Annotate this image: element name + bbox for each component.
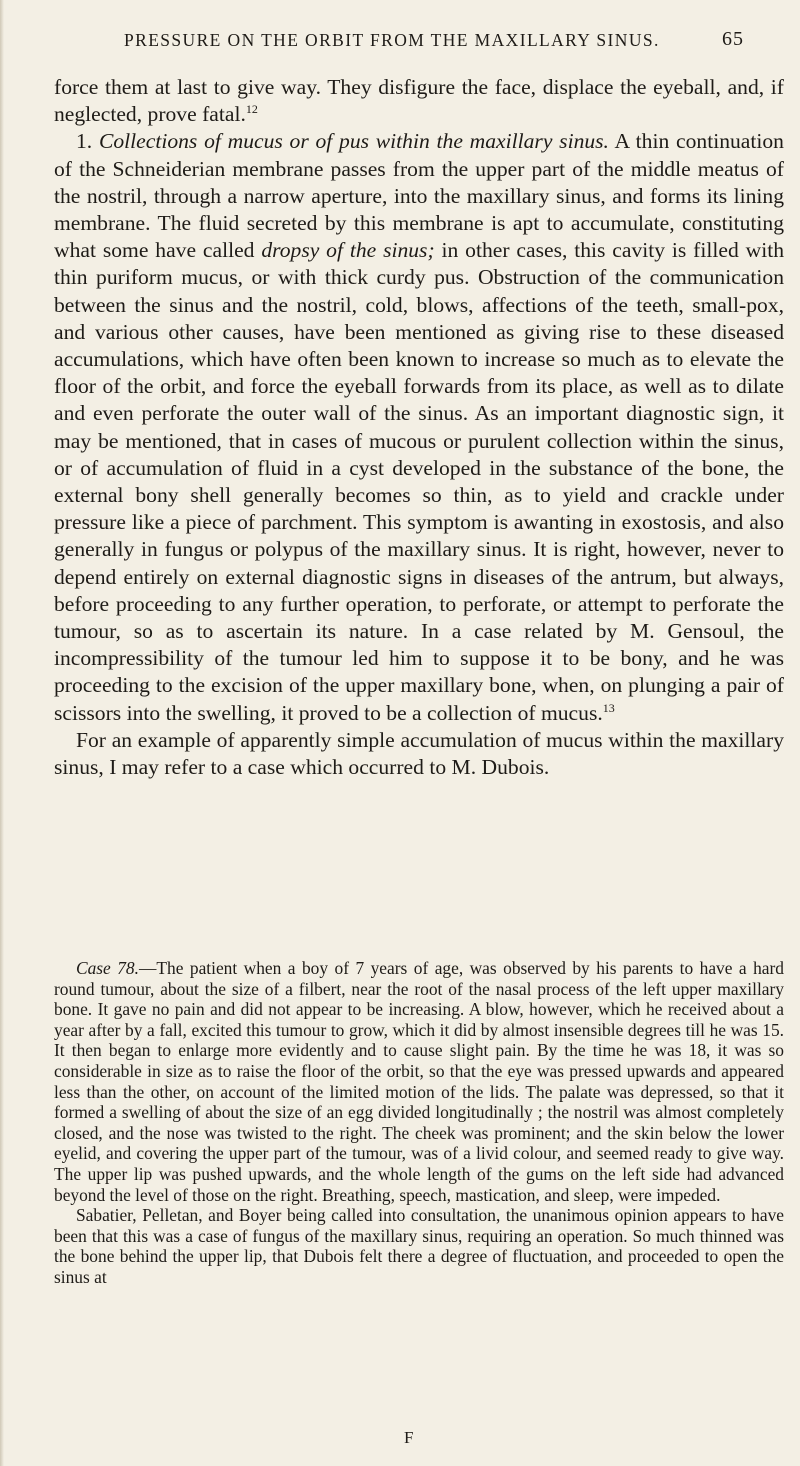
paragraph-1 bbox=[54, 74, 784, 128]
paragraph-3: For an example of apparently simple accumulation of mucus within the maxillary sinus, I may refer to a case which occurred to M. Dubois. bbox=[54, 727, 784, 780]
page-number: 65 bbox=[722, 28, 744, 50]
section-number: 1. bbox=[76, 129, 93, 154]
footnote-ref-13: 13 bbox=[602, 700, 615, 715]
page-edge-shadow bbox=[0, 0, 4, 1466]
case-paragraph-1-text: —The patient when a boy of 7 years of age, was observed by his parents to have a hard round tumour, about the size of a filbert, near the root of the nasal process of the left upper maxillary bone. It gave no pain and did not appear to be increasing. A blow, however, which he received about a year after by a fall, excited this tumour to grow, which it did by almost insensible degrees till he was 15. It then began to enlarge more evidently and to cause slight pain. By the time he was 18, it was so considerable in size as to raise the floor of the orbit, so that the eye was pressed upwards and appeared less than the other, on account of the limited motion of the lids. The palate was depressed, so that it formed a swelling of about the size of an egg divided longitudinally ; the nostril was almost completely closed, and the nose was twisted to the right. The cheek was prominent; and the skin below the lower eyelid, and covering the upper part of the tumour, was of a livid colour, and seemed ready to give way. The upper lip was pushed upwards, and the whole length of the gums on the left side had advanced beyond the level of those on the right. Breathing, speech, mastication, and sleep, were impeded. bbox=[54, 958, 784, 1205]
footnote-ref-12: 12 bbox=[245, 102, 258, 117]
paragraph-2-text-a: A thin continuation of the Schneiderian membrane passes from the upper part of the middle meatus of the nostril, through a narrow aperture, into the maxillary sinus, and forms its lining membrane. The fluid secreted by this membrane is apt to accumulate, constituting what some have called bbox=[54, 129, 784, 263]
signature-mark: F bbox=[404, 1428, 414, 1447]
case-paragraph-1 bbox=[54, 958, 784, 1205]
paragraph-2 bbox=[54, 128, 784, 726]
case-report bbox=[54, 958, 784, 1288]
italic-term: dropsy of the sinus; bbox=[261, 238, 435, 263]
main-text bbox=[54, 74, 784, 781]
case-label: Case 78. bbox=[76, 958, 139, 978]
paragraph-1-text: force them at last to give way. They disfigure the face, displace the eyeball, and, if neglected, prove fatal. bbox=[54, 75, 784, 127]
running-head: PRESSURE ON THE ORBIT FROM THE MAXILLARY SINUS. bbox=[124, 30, 660, 50]
section-heading: Collections of mucus or of pus within the maxillary sinus. bbox=[98, 129, 609, 154]
paragraph-2-text-b: in other cases, this cavity is filled with thin puriform mucus, or with thick curdy pus. Obstruction of the communication between the sinus and the nostril, cold, blows, affections of the teeth, small-pox, and various other causes, have been mentioned as giving rise to these diseased accumulations, which have often been known to increase so much as to elevate the floor of the orbit, and force the eyeball forwards from its place, as well as to dilate and even perforate the outer wall of the sinus. As an important diagnostic sign, it may be mentioned, that in cases of mucous or purulent collection within the sinus, or of accumulation of fluid in a cyst developed in the substance of the bone, the external bony shell generally becomes so thin, as to yield and crackle under pressure like a piece of parchment. This symptom is awanting in exostosis, and also generally in fungus or polypus of the maxillary sinus. It is right, however, never to depend entirely on external diagnostic signs in diseases of the antrum, but always, before proceeding to any further operation, to perforate, or attempt to perforate the tumour, so as to ascertain its nature. In a case related by M. Gensoul, the incompressibility of the tumour led him to suppose it to be bony, and he was proceeding to the excision of the upper maxillary bone, when, on plunging a pair of scissors into the swelling, it proved to be a collection of mucus. bbox=[54, 238, 784, 725]
case-paragraph-2: Sabatier, Pelletan, and Boyer being called into consultation, the unanimous opinion appears to have been that this was a case of fungus of the maxillary sinus, requiring an operation. So much thinned was the bone behind the upper lip, that Dubois felt there a degree of fluctuation, and proceeded to open the sinus at bbox=[54, 1205, 784, 1287]
